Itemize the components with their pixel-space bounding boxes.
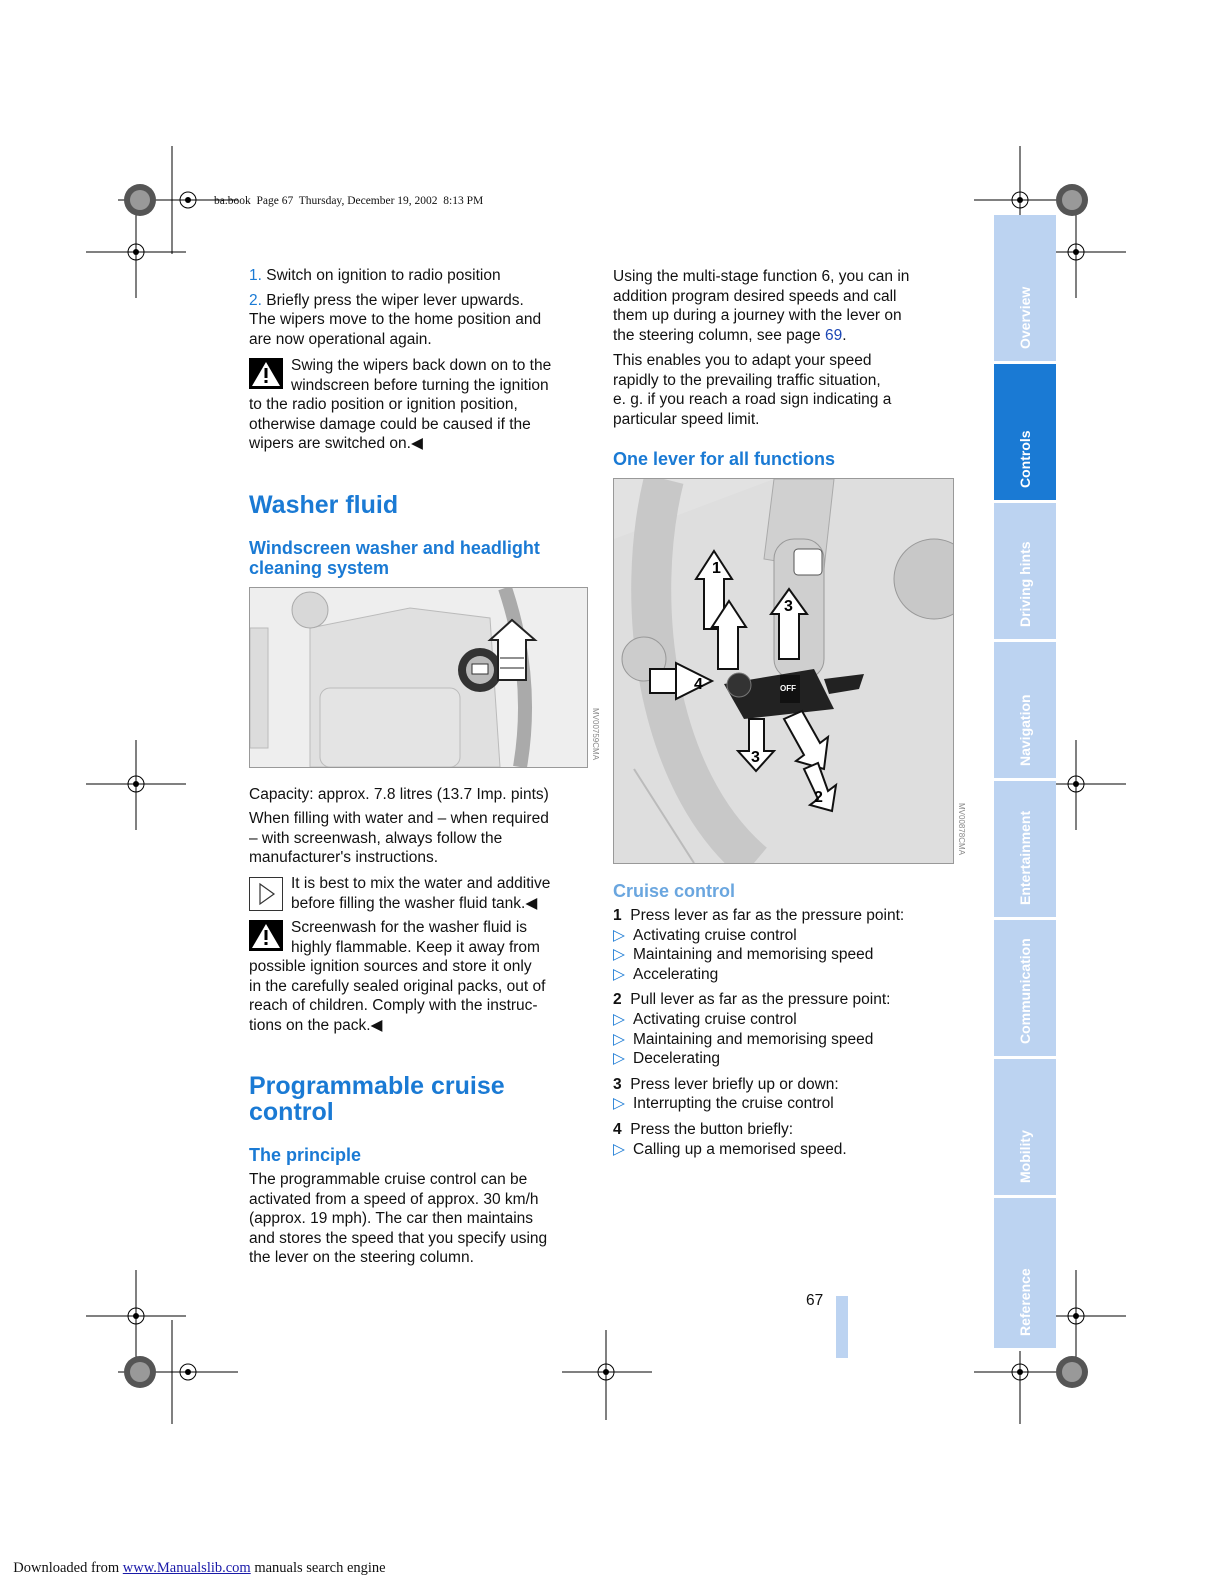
filling-text: When filling with water and – when required – with screenwash, always follow the manufacturer's instructions. [249,810,549,867]
washer-subheading: Windscreen washer and headlight cleaning system [249,538,540,578]
washer-fluid-heading: Washer fluid [249,491,399,519]
note-icon [249,877,283,911]
list-item: ▷ Interrupting the cruise control [613,1095,834,1113]
step-2: 2. Briefly press the wiper lever upwards. [249,291,524,309]
group-1: 1 Press lever as far as the pressure point: ▷ Activating cruise control ▷ Maintaining and memorising speed ▷ Accelerating [613,906,958,984]
list-item: ▷ Maintaining and memorising speed [613,1030,874,1048]
manualslib-link[interactable]: www.Manualslib.com [122,1560,251,1576]
note-mix-text: It is best to mix the water and additive before filling the washer fluid tank.◀ [291,875,551,912]
wipers-home-text: The wipers move to the home position and are now operational again. [249,311,542,348]
group-4: 4 Press the button briefly: ▷ Calling up a memorised speed. [613,1120,958,1159]
tab-mobility[interactable]: Mobility [994,1059,1056,1198]
group-3: 3 Press lever briefly up or down: ▷ Interrupting the cruise control [613,1075,958,1114]
page-bar [836,1296,848,1358]
warning-flammable-text: Screenwash for the washer fluid is highly flammable. Keep it away from [291,919,540,956]
page-number: 67 [806,1292,824,1309]
cruise-control-subheading: Cruise control [613,881,736,901]
list-item: ▷ Decelerating [613,1050,721,1068]
list-item: ▷ Activating cruise control [613,926,797,944]
off-label: OFF [780,684,796,693]
list-item: ▷ Calling up a memorised speed. [613,1140,847,1158]
group-2: 2 Pull lever as far as the pressure point: ▷ Activating cruise control ▷ Maintaining and memorising speed ▷ Decelerating [613,990,958,1068]
cruise-control-heading: Programmable cruise control [249,1072,505,1126]
book-info: ba.book Page 67 Thursday, December 19, 2002 8:13 PM [214,195,484,207]
left-column [249,266,594,349]
lever-figure [613,478,954,864]
tab-communication[interactable]: Communication [994,920,1056,1059]
cruise-functions-list [613,906,958,1159]
adapt-text: This enables you to adapt your speed rapidly to the prevailing traffic situation, e. g. if you reach a road sign indicating a particular speed limit. [613,352,892,428]
warning-icon [249,358,283,389]
label-3-up: 3 [784,598,793,615]
tab-overview[interactable]: Overview [994,215,1056,364]
list-item: ▷ Maintaining and memorising speed [613,946,874,964]
footer: Downloaded from www.Manualslib.com manuals search engine [13,1560,386,1576]
label-1: 1 [712,560,721,577]
warning-wipers-text: Swing the wipers back down on to the windscreen before turning the ignition [291,357,552,394]
list-item: ▷ Accelerating [613,965,719,983]
figure-code: MV00759CMA [591,708,600,761]
warning-icon [249,920,283,951]
warning-flammable-text-cont: possible ignition sources and store it only in the carefully sealed original packs, out of reach of children. Comply with the instruc- tions on the pack.◀ [249,958,546,1034]
figure-code: MV00878CMA [957,803,966,856]
multistage-text: Using the multi-stage function 6, you can in addition program desired speeds and call them up during a journey with the lever on the steering column, see page 69. [613,268,910,344]
tab-driving-hints[interactable]: Driving hints [994,503,1056,642]
tab-controls[interactable]: Controls [994,364,1056,503]
tab-entertainment[interactable]: Entertainment [994,781,1056,920]
step-1: 1. Switch on ignition to radio position [249,267,501,284]
warning-wipers-text-cont: to the radio position or ignition position, otherwise damage could be caused if the wipers are switched on.◀ [249,396,531,453]
principle-text: The programmable cruise control can be activated from a speed of approx. 30 km/h (approx. 19 mph). The car then maintains and stores the speed that you specify using the lever on the steering column. [249,1171,548,1267]
page-ref-link[interactable]: 69 [824,326,843,344]
label-2: 2 [814,789,823,806]
one-lever-heading: One lever for all functions [613,449,836,469]
label-4: 4 [694,676,703,693]
tab-navigation[interactable]: Navigation [994,642,1056,781]
washer-figure [249,587,588,768]
label-3-down: 3 [751,749,760,766]
list-item: ▷ Activating cruise control [613,1010,797,1028]
tab-reference[interactable]: Reference [994,1198,1056,1351]
capacity-text: Capacity: approx. 7.8 litres (13.7 Imp. pints) [249,786,549,803]
principle-heading: The principle [249,1145,362,1165]
